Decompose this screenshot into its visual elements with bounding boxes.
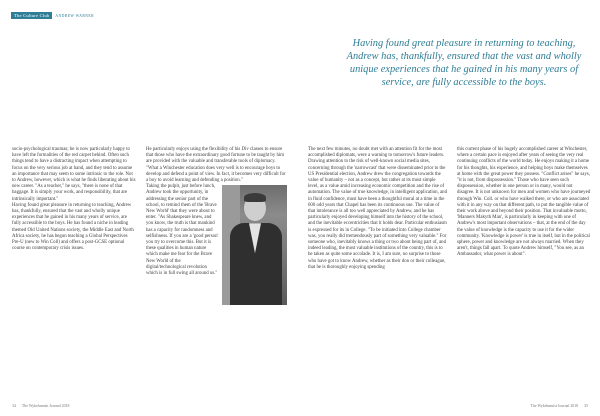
col1-body: Having found great pleasure in returning to teaching, Andrew has, thankfully, ensured that the vast and wholly unique experiences that he gained in his many years of service, are fully accessible to the boys. He has found a niche in leading themed Old United Nations society, the Middle East and North Africa society, he has begun teaching a Global Perspectives Pre-U (new to Win Coll) and offers a post-GCSE optional course on contemporary crisis issues.: [12, 202, 134, 252]
column-2: [146, 147, 287, 307]
col3-text: The next few minutes, no doubt met with an attention fit for the most accomplished diplomats, were a warning to tomorrow's future leaders. Drawing attention to the risk of well-known social media sites, concerning through the 'narrowcast' that were disseminated prior to the US Presidential election, Andrew drew the congregation towards the value of humanity – not as a concept, but rather at its most simple level, as a value amid increasing economic competition and the rise of automation. The value of true knowledge, in intelligent application, and in fluid confidence, must have been a thoughtful moral at a time in the 600 odd years that Chapel has been its continuous use. The value of that intolerance is all too well appreciated by Andrew, and he has particularly enjoyed developing himself into the history of the school, and the inevitable eccentricities that it holds dear. Particular enthusiasm is expressed for its in College. "To be initiated into College chamber was, you really did tremendously part of something very valuable." For someone who, inevitably knows a thing or two about being part of, and indeed leading, the most valuable institutions of the country, this is to be taken as quite some accolade. It is, I am sure, no surprise to those who have got to know Andrew, whether as their don or their colleague, that he is thoroughly enjoying spending: [308, 147, 447, 270]
footer-left: [12, 404, 69, 408]
column-3: [308, 147, 447, 271]
page-number-right: 35: [584, 404, 588, 408]
col4-text: this current phase of his hugely accomplished career at Winchester, where a certain pace is enjoyed after years of seeing the very real continuing conflicts of the world today. He enjoys making it a home for his thoughts, his experience, and helping boys make themselves at home with the great power they possess. "Conflict arises" he says, "it is not, from dispossession." Those who have seen such dispossession, whether in one person or in many, would not disagree. It is not unknown for men and women who have journeyed through Win. Coll. or who have walked there, or who are associated with it in any way on that different path, to put the tangible value of their work above and beyond their position. That invaluable motto, 'Manners Makyth Man', is particularly in keeping with one of Andrew's most important observations – that, at the end of the day the value of knowledge is the capacity to use it for the wider community. 'Knowledge is power' is true in itself, but in the political sphere, power and knowledge are not always married. When they aren't, things fall apart. To quote Andrew himself, "You see, as an Ambassador, what power is about".: [457, 147, 591, 258]
col2-body: Taking the pulpit, just before lunch, Andrew took the opportunity, in addressing the senior part of the school, to remind them of the 'Brave New World' that they were about to enter. "As Shakespeare knew, and you know, the truth is that mankind has a capacity for randomness and selfishness. If you are a 'good person' you try to overcome this. But it is these qualities in human nature which make me fear for the Brave New World of the digital/technological revolution which is in full swing all around us.": [146, 184, 219, 277]
author-name: ANDREW WARNER: [55, 13, 95, 18]
journal-title-left: The Wykehamist Journal 2018: [21, 404, 70, 408]
column-4: [457, 147, 591, 259]
page-number-left: 34: [12, 404, 16, 408]
col2-intro: He particularly enjoys using the flexibility of his Div classes to ensure that those who have the extraordinary good fortune to be taught by him are provided with the valuable and transferable tools of diplomacy. "What a Winchester education does very well is to encourage boys to develop and defend a point of view. In fact, it becomes very difficult for a boy to avoid learning and defending a position.": [146, 147, 286, 184]
andrew-photo: [222, 185, 287, 305]
footer-right: [531, 404, 588, 408]
section-header: [11, 12, 94, 19]
section-tag: The Culture Club: [11, 12, 52, 19]
col1-intro: socio-psychological traumas; he is now particularly happy to have left the formalities of the red carpet behind. Often such things tend to have a distracting impact when attempting to focus on the very serious job at hand, and they tend to assume an importance that may seem to some intrinsic to the role. Not to Andrew, however, which is what he finds liberating about his new career. "As a teacher," he says, "there is none of that baggage. It is simply your work, and responsibility, that are intrinsically important.": [12, 147, 136, 202]
pull-quote: Having found great pleasure in returning to teaching, Andrew has, thankfully, ensured that the vast and wholly unique experiences that he gained in his many years of service, are fully accessible to the boys.: [346, 38, 582, 88]
journal-title-right: The Wykehamist Journal 2018: [530, 404, 579, 408]
column-1: [12, 147, 136, 252]
